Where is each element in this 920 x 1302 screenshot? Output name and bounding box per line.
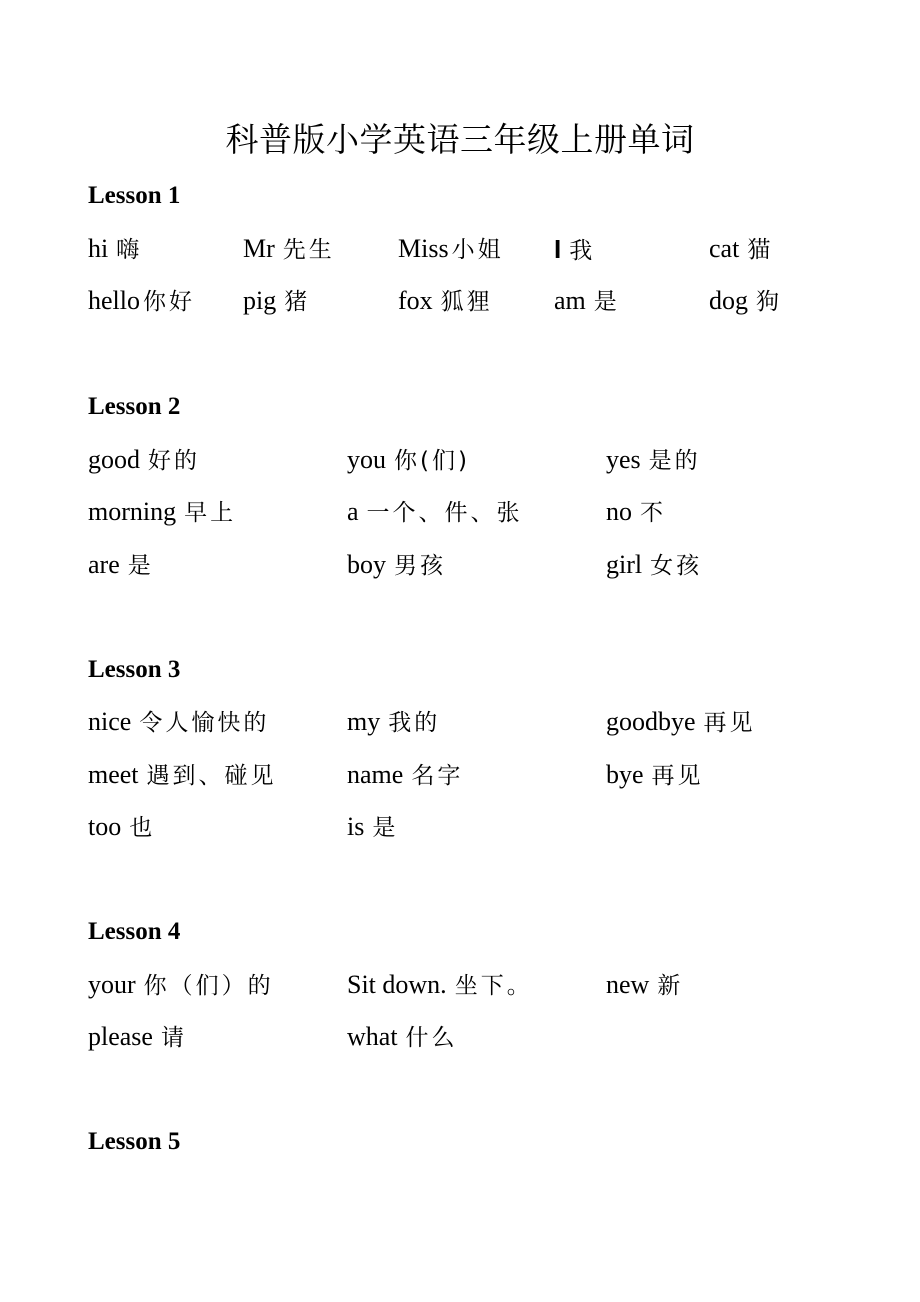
english-word: bye (606, 760, 644, 789)
english-word: name (347, 760, 404, 789)
english-word: Sit down. (347, 970, 447, 999)
english-word: nice (88, 707, 132, 736)
chinese-meaning: 名字 (411, 763, 464, 789)
chinese-meaning: 什么 (405, 1025, 458, 1051)
chinese-meaning: 好的 (148, 448, 200, 474)
chinese-meaning: 再见 (651, 763, 704, 789)
vocab-entry (88, 443, 200, 478)
english-word: hi (88, 234, 109, 263)
vocab-entry (88, 705, 269, 740)
vocab-entry (347, 1020, 458, 1055)
chinese-meaning: 我的 (388, 710, 441, 736)
chinese-meaning: 是 (127, 553, 154, 579)
english-word: Mr (243, 234, 275, 263)
vocab-entry (606, 495, 666, 530)
page-title: 科普版小学英语三年级上册单词 (225, 120, 695, 159)
lesson-heading: Lesson 1 (88, 182, 181, 209)
vocab-entry (606, 705, 756, 740)
english-word: boy (347, 550, 386, 579)
vocab-row (88, 968, 848, 1002)
lesson-heading: Lesson 3 (88, 656, 181, 683)
vocab-entry (398, 232, 504, 267)
vocab-row (88, 758, 848, 792)
chinese-meaning: 我 (569, 238, 596, 264)
vocab-entry (347, 705, 440, 740)
vocab-entry (347, 548, 446, 583)
chinese-meaning: 是 (372, 815, 399, 841)
english-word: good (88, 445, 140, 474)
english-word: is (347, 812, 365, 841)
chinese-meaning: 先生 (282, 237, 335, 263)
chinese-meaning: 遇到、碰见 (146, 763, 277, 789)
chinese-meaning: 坐下。 (454, 973, 533, 999)
vocab-row (88, 443, 848, 477)
english-word: no (606, 497, 632, 526)
english-word: my (347, 707, 381, 736)
chinese-meaning: 猪 (284, 289, 311, 315)
chinese-meaning: 令人愉快的 (139, 710, 270, 736)
vocab-row (88, 284, 848, 318)
english-word: please (88, 1022, 153, 1051)
vocab-row (88, 1020, 848, 1054)
english-word: pig (243, 286, 277, 315)
vocab-entry (606, 968, 683, 1003)
chinese-meaning: 狐狸 (440, 289, 493, 315)
vocab-row (88, 810, 848, 844)
english-word: morning (88, 497, 177, 526)
chinese-meaning: 再见 (703, 710, 756, 736)
vocab-entry (88, 810, 155, 845)
vocab-entry (88, 548, 154, 583)
vocab-entry (88, 495, 236, 530)
vocab-entry (88, 232, 142, 267)
vocab-entry (347, 968, 533, 1003)
vocab-entry (606, 548, 702, 583)
vocab-row (88, 705, 848, 739)
english-word: girl (606, 550, 643, 579)
vocab-entry (243, 284, 310, 319)
vocab-entry (88, 968, 274, 1003)
vocab-row (88, 548, 848, 582)
english-word: meet (88, 760, 139, 789)
chinese-meaning: 你(们) (394, 448, 470, 474)
lesson-heading: Lesson 2 (88, 393, 181, 420)
english-word: what (347, 1022, 398, 1051)
vocab-entry (554, 284, 620, 319)
english-word: Miss (398, 234, 449, 263)
english-word: goodbye (606, 707, 696, 736)
english-word: am (554, 286, 586, 315)
english-word: cat (709, 234, 740, 263)
chinese-meaning: 你好 (143, 289, 195, 315)
vocab-entry (347, 443, 470, 478)
lesson-heading: Lesson 5 (88, 1128, 181, 1155)
vocab-entry (347, 810, 398, 845)
lesson-heading: Lesson 4 (88, 918, 181, 945)
chinese-meaning: 嗨 (116, 237, 143, 263)
vocab-entry (243, 232, 335, 267)
chinese-meaning: 小姐 (451, 237, 504, 263)
vocab-entry (554, 232, 595, 268)
english-word: new (606, 970, 650, 999)
english-word: you (347, 445, 386, 474)
vocab-row (88, 495, 848, 529)
vocab-entry (347, 758, 463, 793)
chinese-meaning: 猫 (747, 237, 774, 263)
vocab-entry (606, 443, 701, 478)
vocab-entry (88, 758, 277, 793)
chinese-meaning: 狗 (756, 289, 782, 315)
chinese-meaning: 是 (593, 289, 620, 315)
english-word: are (88, 550, 120, 579)
vocab-entry (606, 758, 704, 793)
vocab-entry (709, 232, 773, 267)
chinese-meaning: 女孩 (650, 553, 703, 579)
chinese-meaning: 你（们）的 (143, 973, 274, 999)
english-word: dog (709, 286, 748, 315)
english-word: your (88, 970, 136, 999)
vocab-entry (88, 1020, 187, 1055)
english-word: too (88, 812, 122, 841)
vocab-entry (88, 284, 195, 319)
chinese-meaning: 也 (129, 815, 156, 841)
english-word: I (554, 234, 562, 264)
chinese-meaning: 不 (640, 500, 666, 526)
english-word: fox (398, 286, 433, 315)
english-word: a (347, 497, 359, 526)
vocab-entry (398, 284, 493, 319)
english-word: hello (88, 286, 140, 315)
chinese-meaning: 新 (657, 973, 684, 999)
chinese-meaning: 早上 (184, 500, 237, 526)
vocab-entry (709, 284, 782, 319)
vocab-row (88, 232, 848, 266)
chinese-meaning: 一个、件、张 (366, 500, 523, 526)
chinese-meaning: 男孩 (394, 553, 446, 579)
chinese-meaning: 请 (160, 1025, 187, 1051)
english-word: yes (606, 445, 641, 474)
vocab-entry (347, 495, 523, 530)
chinese-meaning: 是的 (648, 448, 701, 474)
